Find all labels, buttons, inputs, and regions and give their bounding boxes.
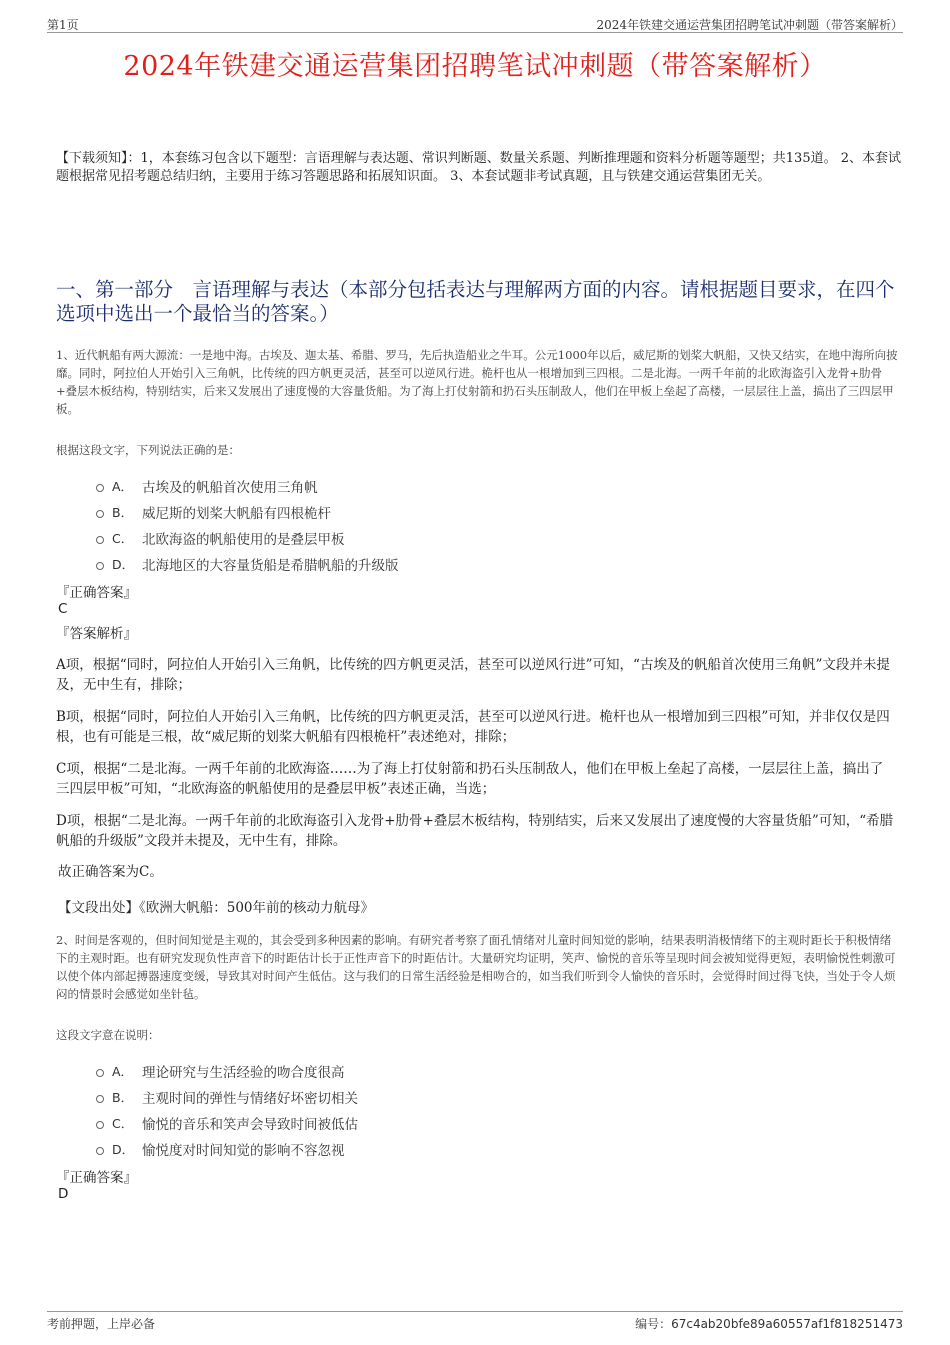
radio-icon[interactable] (96, 562, 104, 570)
radio-icon[interactable] (96, 1121, 104, 1129)
question-1-conclusion: 故正确答案为C。 (58, 864, 163, 880)
section-title: 一、第一部分 言语理解与表达（本部分包括表达与理解两方面的内容。请根据题目要求，在四个选项中选出一个最恰当的答案。） (56, 278, 895, 325)
radio-icon[interactable] (96, 1095, 104, 1103)
question-2-option-a[interactable]: A． 理论研究与生活经验的吻合度很高 (96, 1058, 358, 1084)
question-2-option-d[interactable]: D． 愉悦度对时间知觉的影响不容忽视 (96, 1136, 358, 1162)
question-2-options (96, 1058, 358, 1162)
question-1-option-a[interactable]: A． 古埃及的帆船首次使用三角帆 (96, 473, 399, 499)
question-2-answer-label: 『正确答案』 (56, 1170, 137, 1186)
radio-icon[interactable] (96, 484, 104, 492)
radio-icon[interactable] (96, 536, 104, 544)
question-1-analysis-d: D项，根据“二是北海。一两千年前的北欧海盗引入龙骨+肋骨+叠层木板结构，特别结实，后来又发展出了速度慢的大容量货船”可知，“希腊帆船的升级版”文段并未提及，无中生有，排除。 (56, 813, 894, 849)
radio-icon[interactable] (96, 510, 104, 518)
question-1-option-b[interactable]: B． 威尼斯的划桨大帆船有四根桅杆 (96, 499, 399, 525)
radio-icon[interactable] (96, 1069, 104, 1077)
question-1-prompt: 根据这段文字，下列说法正确的是： (56, 443, 240, 457)
page-header (47, 14, 903, 33)
question-1-analysis-c: C项，根据“二是北海。一两千年前的北欧海盗……为了海上打仗射箭和扔石头压制敌人，他们在甲板上垒起了高楼，一层层往上盖，搞出了三四层甲板”可知，“北欧海盗的帆船使用的是叠层甲板”表述正确，当选； (56, 761, 884, 797)
question-1-answer-label: 『正确答案』 (56, 585, 137, 601)
download-notice: 【下载须知】：1，本套练习包含以下题型：言语理解与表达题、常识判断题、数量关系题、判断推理题和资料分析题等题型；共135道。 2、本套试题根据常见招考题总结归纳，主要用于练习答题思路和拓展知识面。 3、本套试题非考试真题，且与铁建交通运营集团无关。 (56, 151, 901, 184)
question-2-answer: D (58, 1186, 69, 1202)
question-2-option-b[interactable]: B． 主观时间的弹性与情绪好坏密切相关 (96, 1084, 358, 1110)
question-1-option-d[interactable]: D． 北海地区的大容量货船是希腊帆船的升级版 (96, 551, 399, 577)
question-1-answer: C (58, 601, 68, 617)
question-2-text: 2、时间是客观的，但时间知觉是主观的，其会受到多种因素的影响。有研究者考察了面孔情绪对儿童时间知觉的影响，结果表明消极情绪下的主观时距长于积极情绪下的主观时距。也有研究发现负性声音下的时距估计长于正性声音下的时距估计。大量研究均证明，笑声、愉悦的音乐等呈现时间会被知觉得更短，表明愉悦性刺激可以使个体内部起搏器速度变缓，导致其对时间产生低估。这与我们的日常生活经验是相吻合的，如当我们听到令人愉快的音乐时，会觉得时间过得飞快，当处于令人烦闷的情景时会感觉如坐针毡。 (56, 933, 896, 1001)
page-title: 2024年铁建交通运营集团招聘笔试冲刺题（带答案解析） (123, 51, 827, 82)
radio-icon[interactable] (96, 1147, 104, 1155)
question-1-analysis-a: A项，根据“同时，阿拉伯人开始引入三角帆，比传统的四方帆更灵活，甚至可以逆风行进”可知，“古埃及的帆船首次使用三角帆”文段并未提及，无中生有，排除； (56, 657, 890, 693)
footer-code: 编号：67c4ab20bfe89a60557af1f818251473 (635, 1317, 903, 1331)
question-1-options (96, 473, 399, 577)
question-2-option-c[interactable]: C． 愉悦的音乐和笑声会导致时间被低估 (96, 1110, 358, 1136)
page-number: 第1页 (47, 18, 79, 32)
question-1-analysis-b: B项，根据“同时，阿拉伯人开始引入三角帆，比传统的四方帆更灵活，甚至可以逆风行进。桅杆也从一根增加到三四根”可知，并非仅仅是四根，也有可能是三根，故“威尼斯的划桨大帆船有四根桅杆”表述绝对，排除； (56, 709, 890, 745)
page-footer (47, 1311, 903, 1332)
question-2-prompt: 这段文字意在说明： (56, 1028, 160, 1042)
header-doc-title: 2024年铁建交通运营集团招聘笔试冲刺题（带答案解析） (596, 18, 903, 32)
footer-slogan: 考前押题，上岸必备 (47, 1317, 156, 1331)
question-1-source: 【文段出处】《欧洲大帆船：500年前的核动力航母》 (58, 900, 375, 916)
question-1-text: 1、近代帆船有两大源流：一是地中海。古埃及、迦太基、希腊、罗马，先后执造船业之牛耳。公元1000年以后，威尼斯的划桨大帆船，又快又结实，在地中海所向披靡。同时，阿拉伯人开始引入三角帆，比传统的四方帆更灵活，甚至可以逆风行进。桅杆也从一根增加到三四根。二是北海。一两千年前的北欧海盗引入龙骨+肋骨+叠层木板结构，特别结实，后来又发展出了速度慢的大容量货船。为了海上打仗射箭和扔石头压制敌人，他们在甲板上垒起了高楼，一层层往上盖，搞出了三四层甲板。 (56, 348, 898, 416)
question-1-option-c[interactable]: C． 北欧海盗的帆船使用的是叠层甲板 (96, 525, 399, 551)
question-1-analysis-label: 『答案解析』 (56, 626, 137, 642)
